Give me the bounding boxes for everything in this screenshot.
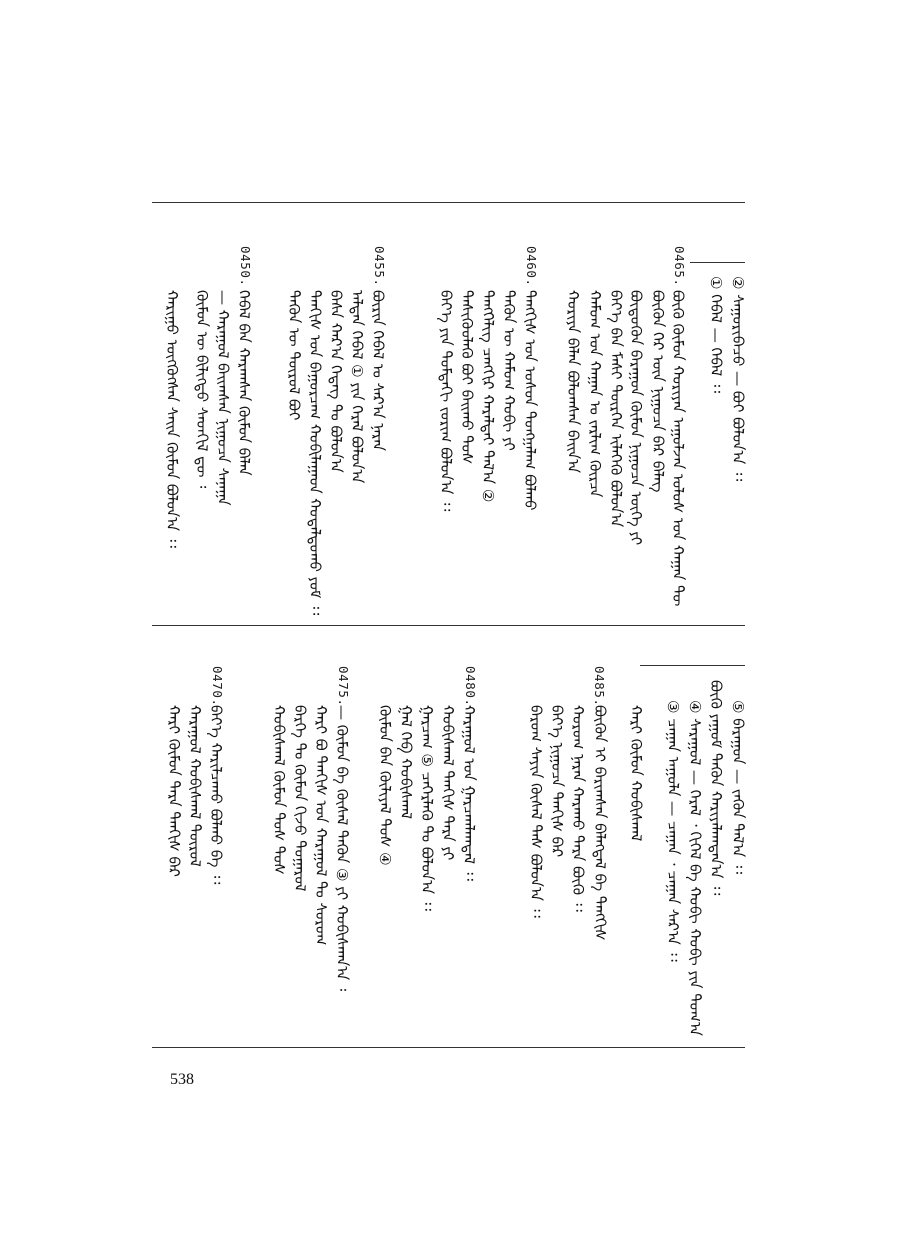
verse-line: ᠲᠡᠰᠢᠭᠦᠦᠯᠡᠬᠦ ᠪᠤᠢ ᠪᠠᠢᠬᠤ ᠲᠤᠰ bbox=[458, 290, 476, 465]
verse-line: ᠲᠡᠩᠭᠡᠯᠢᠭ ᠴᠡᠩᠬᠢᠷ ᠬᠠᠷᠠᠯᠲᠠᠢ ᠲᠠᠯ᠎ᠠ ② bbox=[479, 290, 497, 503]
verse-line: ᠬᠦᠮᠦᠨ ᠦ ᠪᠢᠯᠢᠭᠲᠦ ᠰᠡᠳᠬᠢᠯ ᠳᠦ ᠄ bbox=[193, 290, 211, 489]
verse-line: ᠪᠠᠷᠤᠭ ᠰᠠᠶᠢᠨ ᠬᠦᠰᠡᠯ ᠲᠡᠰ ᠪᠤᠯᠤᠨ᠎ᠠ ᠄᠄ bbox=[527, 705, 545, 918]
verse-line: — ᠬᠠᠷᠠᠭᠤᠯ ᠪᠠᠢᠭᠰᠠᠨ ᠨᠢᠭᠤᠴᠠ ᠰᠠᠨᠠᠭᠠ bbox=[214, 290, 232, 506]
footnote-3: ③ ᠴᠠᠭᠠᠨ ᠠᠭᠤᠯᠠ — ᠴᠠᠭᠠᠨ ᠂ ᠴᠠᠭᠠᠨ ᠰᠠᠷ᠎ᠠ ᠄᠄ bbox=[664, 700, 682, 962]
verse-line: ᠲᠡᠭᠦᠨ ᠦ ᠲᠦᠷᠦᠯ ᠪᠤᠢ bbox=[285, 290, 303, 421]
verse-line: ᠬᠤᠷᠢᠶᠠ ᠪᠡᠯᠡᠨ ᠪᠤᠯᠤᠭᠰᠠᠨ ᠪᠠᠢᠨ᠎ᠠ bbox=[564, 290, 582, 474]
verse-line: ᠬᠠᠷᠢ ᠬᠦᠮᠦᠨ ᠬᠤᠪᠢᠰᠬᠠᠯ bbox=[627, 705, 645, 842]
footnote-5: ⑤ ᠪᠠᠷᠠᠭᠤᠨ — ᠵᠡᠭᠦᠨ ᠲᠠᠯ᠎ᠠ ᠄᠄ bbox=[729, 700, 747, 875]
upper-footnote-rule bbox=[690, 262, 745, 263]
footnote-5-continued: ᠪᠦᠬᠦ ᠶᠠᠭᠤᠮ ᠲᠡᠭᠦᠨ ᠬᠠᠷᠢᠶᠠᠯᠠᠭᠳᠠᠨ᠎ᠠ ᠄᠄ bbox=[707, 680, 725, 896]
verse-line: ᠬᠠᠷᠠᠭᠤᠯ ᠬᠤᠪᠢᠰᠬᠠᠯ ᠲᠦᠷᠦᠯ bbox=[186, 705, 204, 867]
verse-line: ᠪᠦᠬᠦᠨ ᠢ ᠪᠠᠷᠢᠭᠰᠠᠨ ᠪᠡᠯᠡᠭᠳᠡᠯ ᠪᠠ ᠲᠡᠩᠭᠢᠰ bbox=[591, 705, 609, 941]
verse-line: ᠪᠦᠳᠦᠭᠦᠨ ᠪᠠᠷᠠᠭᠤᠨ ᠬᠦᠮᠦᠨ ᠨᠢᠭᠤᠴᠠ ᠦᠭᠡ ᠶᠢ bbox=[627, 290, 645, 546]
verse-line: ᠪᠦᠷᠢᠨ ᠬᠡᠪᠡᠯ ᠤ ᠰᠠᠷ᠎ᠠ ᠨᠠᠷᠠᠨ bbox=[369, 290, 387, 452]
verse-line: ᠬᠤᠷᠤᠭ ᠨᠠᠷᠠᠨ ᠬᠠᠷᠠᠬᠤ ᠲᠡᠷᠡ ᠪᠦᠬᠦ ᠄᠄ bbox=[569, 705, 587, 912]
entry-number: 0470. bbox=[210, 666, 225, 707]
entry-number: 0455. bbox=[372, 246, 387, 287]
verse-line: ᠪᠡᠶ᠎ᠡ ᠪᠡᠨ ᠮᠠᠰᠢ ᠲᠦᠷᠭᠡᠨ ᠢᠯᠡᠬᠡᠬᠦ ᠪᠤᠯᠤᠨ᠎ᠠ bbox=[607, 290, 625, 528]
verse-line: ᠬᠠᠷᠢ ᠪᠤ ᠲᠡᠨᠭᠢᠰ ᠤᠨ ᠬᠠᠷᠠᠭᠤᠯ ᠲᠤ ᠰᠤᠷᠤᠭ bbox=[312, 705, 330, 946]
entry-number: 0485. bbox=[592, 666, 607, 707]
verse-line: ᠬᠦᠮᠦᠨ ᠪᠡᠨ ᠬᠦᠯᠢᠶᠡᠯ ᠲᠤᠰ ④ bbox=[376, 705, 394, 866]
verse-line: ᠪᠦᠬᠦ ᠬᠦᠮᠦᠨ ᠬᠤᠷᠢᠶᠠᠨ ᠠᠭᠤᠯᠵᠠᠨ ᠤᠯᠤᠰ ᠤᠨ ᠬᠠᠭᠠᠨ ᠲᠦ bbox=[669, 290, 687, 607]
verse-line: ᠭᠠᠯ ᠬᠡᠪ ᠬᠤᠪᠢᠰᠬᠠᠯ bbox=[397, 705, 415, 819]
verse-line: ᠪᠡᠶ᠎ᠡ ᠬᠠᠷᠢᠯᠴᠠᠬᠤ ᠪᠤᠯᠬᠤ ᠪᠠ ᠄᠄ bbox=[207, 705, 225, 885]
entry-number: 0460. bbox=[524, 246, 539, 287]
lower-footnote-rule bbox=[640, 665, 745, 666]
verse-line: ᠲᠡᠨᠭᠢᠰ ᠤᠨ ᠪᠠᠭᠤᠷᠴᠠᠭ ᠬᠤᠪᠢᠯᠠᠭᠠᠳ ᠬᠤᠳᠠᠯᠳᠤᠬᠤ ᠶᠤᠮ ᠄᠄ bbox=[306, 290, 324, 616]
verse-line: ᠠᠯᠲᠠᠨ ᠬᠡᠪᠡᠯ ① ᠶᠢᠨ ᠭᠡᠷᠡᠯ ᠪᠤᠯᠤᠨ᠎ᠠ bbox=[348, 290, 366, 484]
entry-number: 0480. bbox=[463, 666, 478, 707]
entry-number: 0465. bbox=[672, 246, 687, 287]
page-number: 538 bbox=[170, 1071, 194, 1088]
verse-line: ᠪᠦᠬᠦᠨ ᠭᠡᠷ ᠦᠨ ᠨᠢᠭᠤᠴᠠ ᠪᠠᠷ ᠪᠡᠯᠡᠭ bbox=[649, 290, 667, 493]
verse-line: — ᠬᠦᠮᠦᠨ ᠪᠡ ᠬᠦᠰᠡᠯ ᠲᠡᠭᠦᠨ ③ ᠶᠢ ᠬᠤᠪᠢᠰᠬᠠᠨ᠎ᠠ ᠄ bbox=[333, 705, 351, 992]
bottom-rule bbox=[152, 1047, 745, 1048]
middle-rule bbox=[152, 625, 745, 626]
verse-line: ᠬᠤᠪᠢᠰᠬᠠᠯ ᠲᠡᠨᠭᠢᠰ ᠲᠡᠷᠡ ᠶᠢ bbox=[439, 705, 457, 861]
verse-line: ᠬᠤᠪᠢᠰᠬᠠᠯ ᠬᠦᠮᠦᠨ ᠲᠤᠰ ᠲᠤᠰ bbox=[270, 705, 288, 875]
verse-line: ᠲᠡᠭᠦᠨ ᠦ ᠬᠠᠮᠤᠭ ᠬᠤᠪᠢ ᠶᠢ bbox=[500, 290, 518, 451]
footnote-1: ① ᠬᠡᠪᠡᠯ — ᠬᠡᠪᠡᠯ ᠄᠄ bbox=[707, 276, 725, 394]
verse-line: ᠪᠡᠷᠬᠡ ᠲᠤ ᠬᠦᠮᠦᠨ ᠬᠢᠵᠦ ᠳᠤᠭᠠᠷᠤᠯ bbox=[291, 705, 309, 892]
verse-line: ᠭᠠᠷᠴᠠᠭ ⑤ ᠴᠡᠭᠡᠷᠯᠡᠬᠦ ᠲᠤ ᠪᠤᠯᠤᠨ᠎ᠠ ᠄᠄ bbox=[418, 705, 436, 911]
verse-line: ᠬᠡᠪᠡᠯ ᠪᠡᠨ ᠬᠠᠷᠠᠭᠰᠠᠨ ᠬᠦᠮᠦᠨ ᠪᠡᠯᠡᠨ bbox=[235, 290, 253, 476]
verse-line: ᠬᠠᠮᠤᠭ ᠤᠨ ᠬᠠᠭᠠᠨ ᠤ ᠵᠠᠷᠯᠢᠭ ᠬᠦᠷᠴᠡ bbox=[586, 290, 604, 498]
top-rule bbox=[152, 202, 745, 203]
entry-number: 0475. bbox=[336, 666, 351, 707]
footnote-2: ② ᠰᠠᠭᠤᠷᠢᠪᠠᠴᠤ — ᠪᠤᠢ ᠪᠤᠯᠤᠨ᠎ᠠ ᠄᠄ bbox=[729, 276, 747, 482]
verse-line: ᠬᠠᠷᠢ ᠬᠦᠮᠦᠨ ᠲᠡᠷᠡ ᠲᠡᠨᠭᠢᠰ ᠪᠡᠷ bbox=[165, 705, 183, 877]
footnote-4: ④ ᠰᠠᠷᠠᠭᠤᠯ — ᠭᠡᠷᠡᠯ ᠂ ᠭᠢᠭᠡᠯ ᠪᠠ ᠬᠤᠪᠢ ᠬᠤᠪᠢ ᠶᠢᠨ ᠲᠣᠭ᠎ᠠ bbox=[686, 700, 704, 1036]
verse-line: ᠪᠡᠶ᠎ᠡ ᠶᠢᠨ ᠳᠤᠮᠳᠠᠬᠢ ᠵᠤᠷᠢᠭ ᠪᠤᠯᠤᠨ᠎ᠠ ᠄᠄ bbox=[437, 290, 455, 512]
verse-line: ᠪᠡᠶ᠎ᠡ ᠨᠢᠭᠤᠴᠠ ᠲᠡᠨᠭᠢᠰ ᠪᠡᠷ bbox=[548, 705, 566, 858]
entry-number: 0450. bbox=[238, 246, 253, 287]
verse-line: ᠬᠠᠷᠠᠭᠤᠯ ᠤᠨ ᠭᠠᠷᠴᠠᠭᠯᠠᠭᠳᠠᠯ ᠄᠄ bbox=[460, 705, 478, 881]
verse-line: ᠲᠡᠩᠭᠢᠰ ᠤᠨ ᠤᠰᠤᠨ ᠲᠤᠩᠭᠠᠯᠠᠭ ᠪᠤᠯᠬᠤ bbox=[521, 290, 539, 511]
verse-line: ᠪᠠᠰᠠ ᠬᠠᠷ᠎ᠠ ᠭᠡᠳᠡᠭ ᠲᠤ ᠪᠤᠯᠤᠨ᠎ᠠ bbox=[327, 290, 345, 473]
verse-line: ᠬᠠᠷᠢᠭᠤ ᠦᠭᠭᠦᠭᠰᠡᠨ ᠰᠠᠢᠨ ᠬᠦᠮᠦᠨ ᠪᠤᠯᠤᠨ᠎ᠠ ᠄᠄ bbox=[163, 290, 181, 548]
